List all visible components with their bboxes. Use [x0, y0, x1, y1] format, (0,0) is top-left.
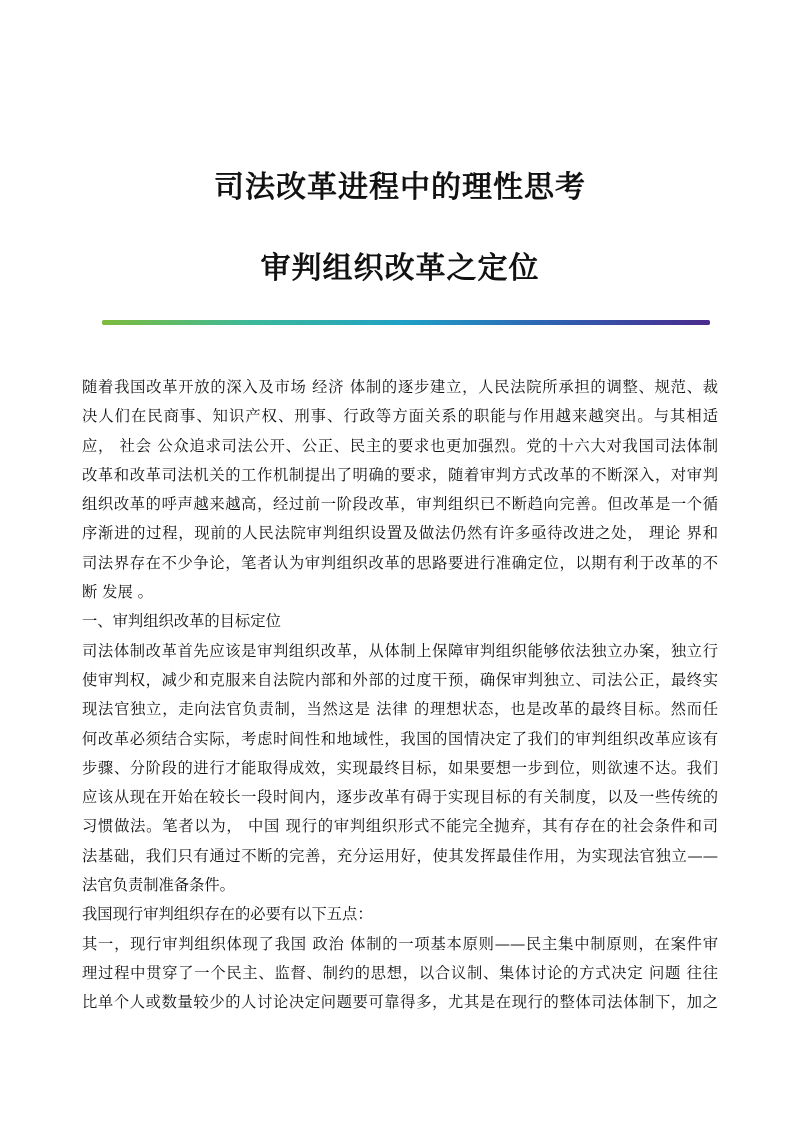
text-line: 现法官独立，走向法官负责制，当然这是 法律 的理想状态，也是改革的最终目标。然而任 [82, 700, 718, 719]
text-line: 法基础，我们只有通过不断的完善，充分运用好，使其发挥最佳作用，为实现法官独立—— [82, 846, 718, 865]
text-line: 我国现行审判组织存在的必要有以下五点： [82, 905, 373, 924]
document-title: 司法改革进程中的理性思考 [214, 170, 586, 205]
text-line: 随着我国改革开放的深入及市场 经济 体制的逐步建立，人民法院所承担的调整、规范、裁 [82, 378, 718, 396]
text-line: 理过程中贯穿了一个民主、监督、制约的思想，以合议制、集体讨论的方式决定 问题 往往 [82, 963, 718, 982]
text-line: 应， 社会 公众追求司法公开、公正、民主的要求也更加强烈。党的十六大对我国司法体制 [82, 436, 718, 455]
text-line: 一、审判组织改革的目标定位 [82, 612, 281, 631]
text-line: 步骤、分阶段的进行才能取得成效，实现最终目标，如果要想一步到位，则欲速不达。我们 [82, 758, 718, 777]
text-line: 决人们在民商事、知识产权、刑事、行政等方面关系的职能与作用越来越突出。与其相适 [82, 407, 718, 426]
text-line: 断 发展 。 [82, 583, 153, 602]
text-line: 其一，现行审判组织体现了我国 政治 体制的一项基本原则——民主集中制原则，在案件审 [82, 934, 718, 953]
document-subtitle: 审判组织改革之定位 [260, 251, 540, 286]
text-line: 法官负责制准备条件。 [82, 876, 235, 895]
text-line: 应该从现在开始在较长一段时间内，逐步改革有碍于实现目标的有关制度，以及一些传统的 [82, 788, 718, 807]
text-line: 序渐进的过程，现前的人民法院审判组织设置及做法仍然有许多亟待改进之处， 理论 界和 [82, 524, 718, 543]
text-line: 比单个人或数量较少的人讨论决定问题要可靠得多，尤其是在现行的整体司法体制下，加之 [82, 993, 718, 1012]
text-line: 司法界存在不少争论，笔者认为审判组织改革的思路要进行准确定位，以期有利于改革的不 [82, 553, 718, 572]
body-text [82, 373, 718, 1018]
text-line: 组织改革的呼声越来越高，经过前一阶段改革，审判组织已不断趋向完善。但改革是一个循 [82, 495, 718, 514]
text-line: 司法体制改革首先应该是审判组织改革，从体制上保障审判组织能够依法独立办案，独立行 [82, 641, 718, 660]
gradient-divider [102, 320, 710, 325]
text-line: 改革和改革司法机关的工作机制提出了明确的要求，随着审判方式改革的不断深入，对审判 [82, 465, 718, 484]
text-line: 习惯做法。笔者以为， 中国 现行的审判组织形式不能完全抛弃，其有存在的社会条件和司 [82, 817, 718, 836]
text-line: 使审判权，减少和克服来自法院内部和外部的过度干预，确保审判独立、司法公正，最终实 [82, 670, 718, 689]
text-line: 何改革必须结合实际，考虑时间性和地域性，我国的国情决定了我们的审判组织改革应该有 [82, 729, 718, 748]
